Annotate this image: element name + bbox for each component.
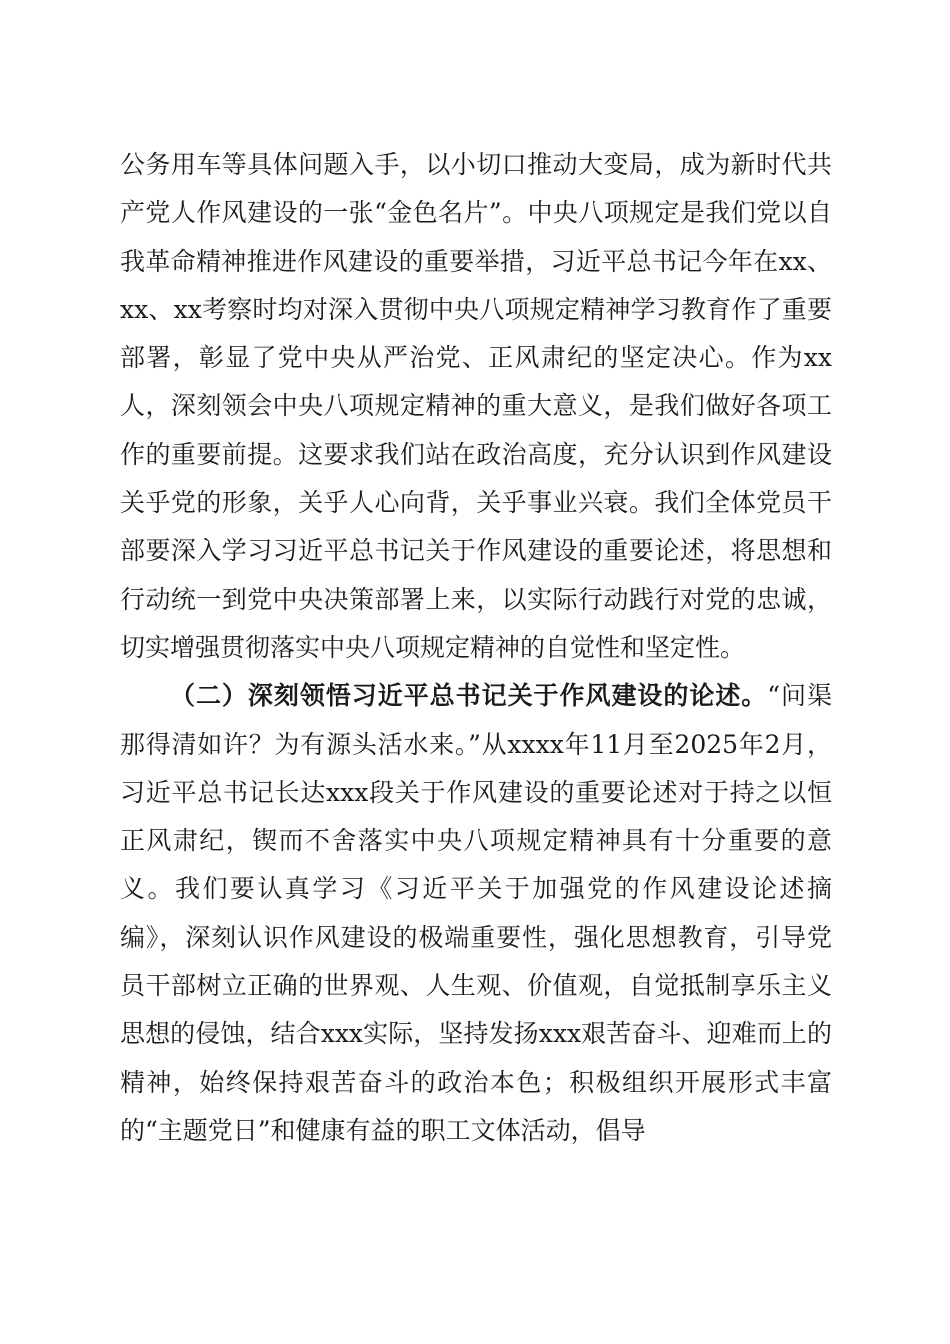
document-body [120, 141, 832, 1155]
section-body-text: “问渠那得清如许？为有源头活水来。”从xxxx年11月至2025年2月，习近平总书记长达xxx段关于作风建设的重要论述对于持之以恒正风肃纪，锲而不舍落实中央八项规定精神具有十分重要的意义。我们要认真学习《习近平关于加强党的作风建设论述摘编》，深刻认识作风建设的极端重要性，强化思想教育，引导党员干部树立正确的世界观、人生观、价值观，自觉抵制享乐主义思想的侵蚀，结合xxx实际，坚持发扬xxx艰苦奋斗、迎难而上的精神，始终保持艰苦奋斗的政治本色；积极组织开展形式丰富的“主题党日”和健康有益的职工文体活动，倡导 [120, 681, 832, 1145]
section-heading: （二）深刻领悟习近平总书记关于作风建设的论述。 [170, 681, 768, 711]
body-paragraph-1: 公务用车等具体问题入手，以小切口推动大变局，成为新时代共产党人作风建设的一张“金色名片”。中央八项规定是我们党以自我革命精神推进作风建设的重要举措，习近平总书记今年在xx、xx、xx考察时均对深入贯彻中央八项规定精神学习教育作了重要部署，彰显了党中央从严治党、正风肃纪的坚定决心。作为xx人，深刻领会中央八项规定精神的重大意义，是我们做好各项工作的重要前提。这要求我们站在政治高度，充分认识到作风建设关乎党的形象，关乎人心向背，关乎事业兴衰。我们全体党员干部要深入学习习近平总书记关于作风建设的重要论述，将思想和行动统一到党中央决策部署上来，以实际行动践行对党的忠诚，切实增强贯彻落实中央八项规定精神的自觉性和坚定性。 [120, 150, 832, 662]
body-paragraph-2 [120, 672, 832, 1155]
